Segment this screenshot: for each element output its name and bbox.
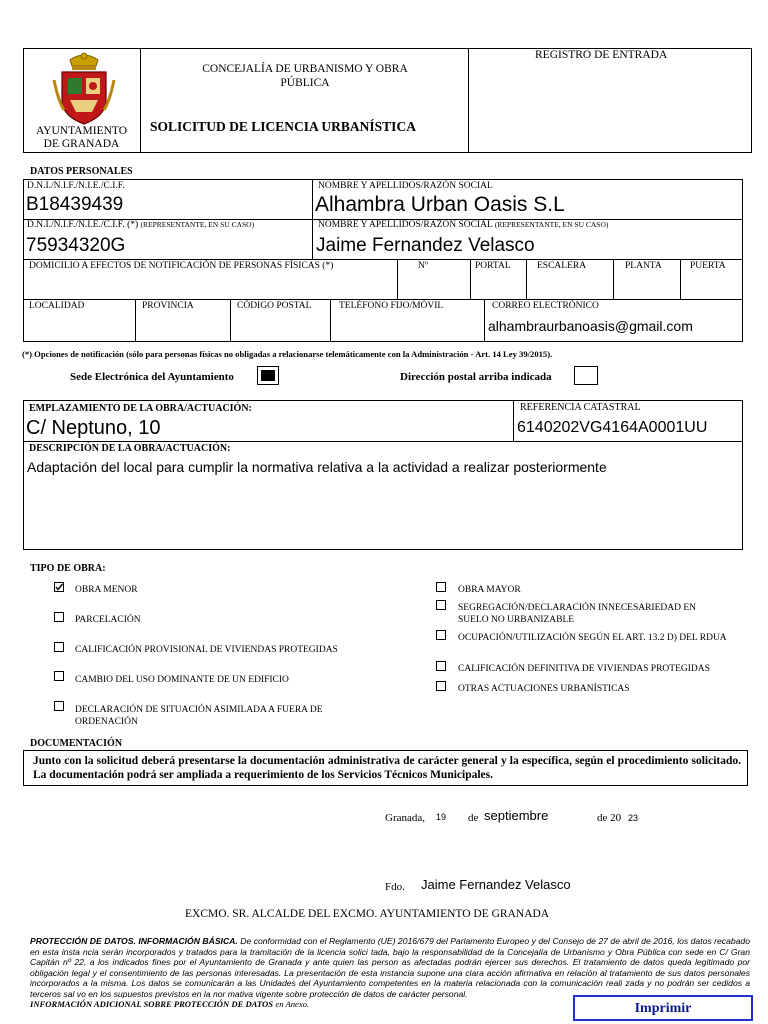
privacy-notice: PROTECCIÓN DE DATOS. INFORMACIÓN BÁSICA. De conformidad con el Reglamento (UE) 2016/679 del Parlamento Europeo y del Consejo de 27 de abril de 2016, los datos recabado en esta insta ncia serán incorporados y tratados para la tramitación de la licencia solici tada, bajo la responsabilidad de la Concejalía de Urbanismo y Obra Pública con sede en C/ Gran Capitán nº 22, a los indicados fines por el Ayuntamiento de Granada y ante quien las person as afectadas podrán ejercer sus derechos. El tratamiento de datos queda legitimado por obligación legal y el consentimiento de las personas interesadas. La presentación de esta instancia supone una clara acción afirmativa en relación al tratamiento de sus datos personales incorporados a la misma. Los datos se comunicarán a las Unidades del Ayuntamiento competentes en la materia relacionada con la comunicación reali zada y no podrán ser cedidos a terceros sal vo en los supuestos previstos en la nor mativa vigente sobre protección de datos de carácter personal. INFORMACIÓN ADICIONAL SOBRE PROTECCIÓN DE DATOS en Anexo. xyxy=(30,936,750,1009)
sede-electronica-label: Sede Electrónica del Ayuntamiento xyxy=(70,371,234,383)
calificacion-provisional-label: CALIFICACIÓN PROVISIONAL DE VIVIENDAS PROTEGIDAS xyxy=(75,645,338,655)
dia-field[interactable]: 19 xyxy=(436,812,447,822)
nif-label: D.N.I./N.I.F./N.I.E./C.I.F. xyxy=(27,181,125,191)
nif-rep-field[interactable]: 75934320G xyxy=(26,235,126,256)
correo-field[interactable]: alhambraurbanoasis@gmail.com xyxy=(488,318,693,334)
cambio-uso-label: CAMBIO DEL USO DOMINANTE DE UN EDIFICIO xyxy=(75,675,289,685)
planta-label: PLANTA xyxy=(625,261,662,271)
obra-mayor-label: OBRA MAYOR xyxy=(458,585,521,595)
nombre-field[interactable]: Alhambra Urban Oasis S.L xyxy=(315,193,565,216)
form-title: SOLICITUD DE LICENCIA URBANÍSTICA xyxy=(150,119,416,134)
registro-entrada-label: REGISTRO DE ENTRADA xyxy=(535,49,668,61)
calificacion-definitiva-checkbox[interactable] xyxy=(436,661,446,671)
provincia-label: PROVINCIA xyxy=(142,301,194,311)
calificacion-provisional-checkbox[interactable] xyxy=(54,642,64,652)
calificacion-definitiva-label: CALIFICACIÓN DEFINITIVA DE VIVIENDAS PROTEGIDAS xyxy=(458,664,710,674)
referencia-catastral-label: REFERENCIA CATASTRAL xyxy=(520,402,641,413)
obra-menor-checkbox[interactable] xyxy=(54,582,64,592)
emplazamiento-label: EMPLAZAMIENTO DE LA OBRA/ACTUACIÓN: xyxy=(29,403,252,414)
nif-rep-label: D.N.I./N.I.F./N.I.E./C.I.F. (*) (REPRESENTANTE, EN SU CASO) xyxy=(27,220,255,230)
direccion-postal-checkbox[interactable] xyxy=(574,366,598,385)
escalera-label: ESCALERA xyxy=(537,261,587,271)
nombre-rep-label: NOMBRE Y APELLIDOS/RAZÓN SOCIAL (REPRESENTANTE, EN SU CASO) xyxy=(318,220,609,230)
print-button-label: Imprimir xyxy=(634,1001,692,1016)
sede-electronica-checkbox[interactable] xyxy=(257,366,279,385)
otras-actuaciones-checkbox[interactable] xyxy=(436,681,446,691)
descripcion-field[interactable]: Adaptación del local para cumplir la normativa relativa a la actividad a realizar posteriormente xyxy=(27,459,607,475)
parcelacion-label: PARCELACIÓN xyxy=(75,615,141,625)
declaracion-situacion-label: DECLARACIÓN DE SITUACIÓN ASIMILADA A FUERA DE ORDENACIÓN xyxy=(75,705,323,727)
nombre-label: NOMBRE Y APELLIDOS/RAZÓN SOCIAL xyxy=(318,181,493,191)
ocupacion-label: OCUPACIÓN/UTILIZACIÓN SEGÚN EL ART. 13.2 D) DEL RDUA xyxy=(458,633,727,643)
telefono-label: TELÉFONO FIJO/MÓVIL xyxy=(339,301,444,311)
parcelacion-checkbox[interactable] xyxy=(54,612,64,622)
datos-personales-title: DATOS PERSONALES xyxy=(30,166,133,177)
emplazamiento-field[interactable]: C/ Neptuno, 10 xyxy=(26,417,161,439)
codigo-postal-label: CÓDIGO POSTAL xyxy=(237,301,312,311)
concejalia-title: CONCEJALÍA DE URBANISMO Y OBRA PÚBLICA xyxy=(202,63,408,89)
checked-mark-icon xyxy=(261,370,275,381)
cambio-uso-checkbox[interactable] xyxy=(54,671,64,681)
portal-label: PORTAL xyxy=(475,261,511,271)
ayuntamiento-name: AYUNTAMIENTO DE GRANADA xyxy=(35,125,128,150)
anio-field[interactable]: 23 xyxy=(628,813,639,823)
direccion-postal-label: Dirección postal arriba indicada xyxy=(400,371,552,383)
granada-coat-of-arms-icon xyxy=(52,50,116,126)
notificacion-note: (*) Opciones de notificación (sólo para personas físicas no obligadas a relacionarse telemáticamente con la Administración - Art. 14 Ley 39/2015). xyxy=(22,349,553,359)
print-button[interactable] xyxy=(573,995,753,1021)
firmante-field[interactable]: Jaime Fernandez Velasco xyxy=(421,877,571,892)
fdo-label: Fdo. xyxy=(385,881,405,893)
check-icon xyxy=(54,582,64,592)
nombre-rep-field[interactable]: Jaime Fernandez Velasco xyxy=(316,235,535,256)
obra-menor-label: OBRA MENOR xyxy=(75,585,138,595)
localidad-label: LOCALIDAD xyxy=(29,301,85,311)
de-label-1: de xyxy=(468,812,479,824)
descripcion-label: DESCRIPCIÓN DE LA OBRA/ACTUACIÓN: xyxy=(29,443,231,454)
nif-field[interactable]: B18439439 xyxy=(26,194,124,215)
numero-label: Nº xyxy=(418,261,428,271)
documentacion-text: Junto con la solicitud deberá presentarse la documentación administrativa de carácter general y la específica, según el procedimiento solicitado. La documentación podrá ser ampliada a requerimiento de los Servicios Técnicos Municipales. xyxy=(33,755,741,781)
declaracion-situacion-checkbox[interactable] xyxy=(54,701,64,711)
otras-actuaciones-label: OTRAS ACTUACIONES URBANÍSTICAS xyxy=(458,684,630,694)
segregacion-label: SEGREGACIÓN/DECLARACIÓN INNECESARIEDAD EN SUELO NO URBANIZABLE xyxy=(458,603,697,625)
de-label-2: de 20 xyxy=(597,812,622,824)
domicilio-label: DOMICILIO A EFECTOS DE NOTIFICACIÓN DE PERSONAS FÍSICAS (*) xyxy=(29,261,334,271)
puerta-label: PUERTA xyxy=(690,261,726,271)
destinatario: EXCMO. SR. ALCALDE DEL EXCMO. AYUNTAMIENTO DE GRANADA xyxy=(185,908,550,920)
obra-mayor-checkbox[interactable] xyxy=(436,582,446,592)
mes-field[interactable]: septiembre xyxy=(484,808,549,823)
ocupacion-checkbox[interactable] xyxy=(436,630,446,640)
lugar-label: Granada, xyxy=(385,812,426,824)
tipo-obra-title: TIPO DE OBRA: xyxy=(30,563,106,574)
segregacion-checkbox[interactable] xyxy=(436,600,446,610)
correo-label: CORREO ELECTRÓNICO xyxy=(492,301,599,311)
referencia-catastral-field[interactable]: 6140202VG4164A0001UU xyxy=(517,419,708,436)
documentacion-title: DOCUMENTACIÓN xyxy=(30,738,123,749)
